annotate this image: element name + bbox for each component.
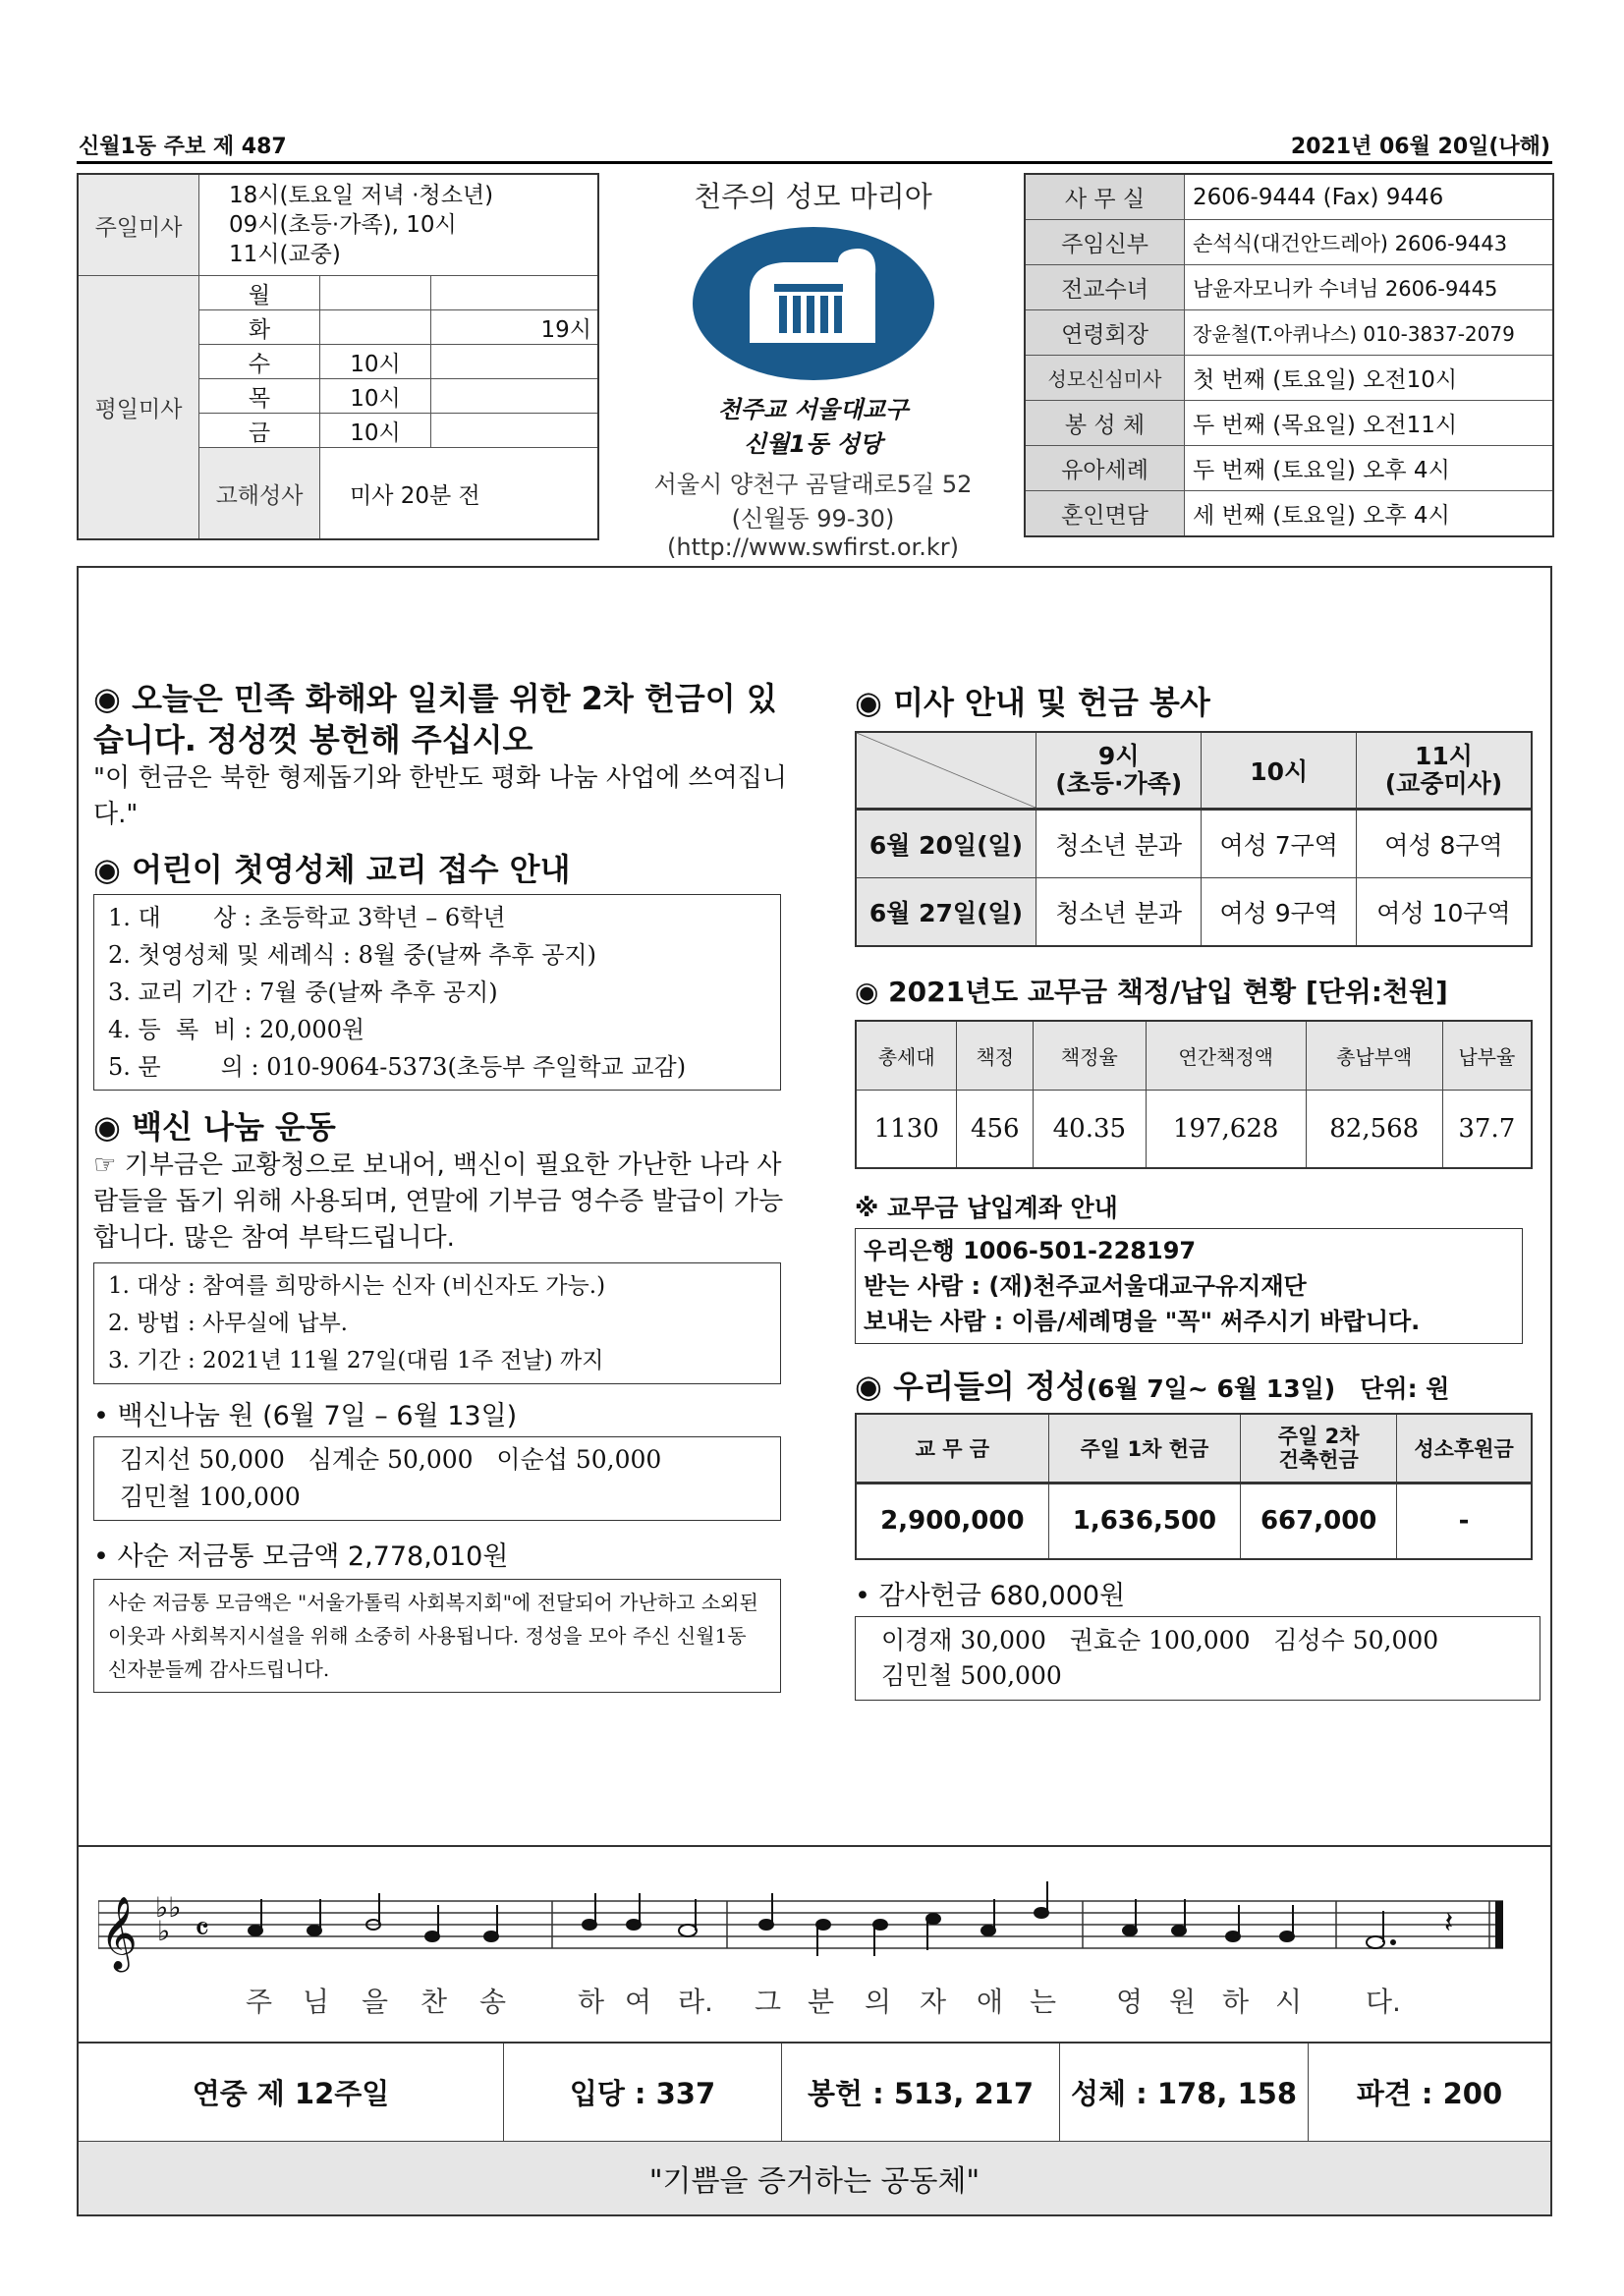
lyric-syllable: 송 [479, 1986, 507, 2018]
mass-cell: 여성 9구역 [1202, 877, 1357, 946]
dues-value: 82,568 [1306, 1090, 1442, 1168]
offering-head: 교 무 금 [856, 1414, 1048, 1483]
communion-item: 3. 교리 기간 : 7월 중(날짜 추후 공지) [108, 979, 498, 1006]
weekday-day: 금 [199, 414, 320, 448]
section-title-first-communion: ◉ 어린이 첫영성체 교리 접수 안내 [93, 851, 571, 888]
section-title-peace-offering: ◉ 오늘은 민족 화해와 일치를 위한 2차 헌금이 있습니다. 정성껏 봉헌해 주십시오 [93, 680, 777, 758]
office-value: 첫 번째 (토요일) 오전10시 [1185, 356, 1554, 401]
lyric-syllable: 분 [808, 1986, 835, 2018]
lyric-syllable: 그 [755, 1986, 782, 2018]
svg-text:♭♭: ♭♭ [155, 1891, 182, 1924]
mass-date: 6월 20일(일) [856, 809, 1036, 877]
offering-head: 주일 2차 건축헌금 [1241, 1414, 1397, 1483]
office-key: 사 무 실 [1025, 174, 1185, 220]
liturgical-week: 연중 제 12주일 [78, 2043, 504, 2141]
weekday-time: 10시 [320, 379, 431, 414]
lyric-syllable: 주 [246, 1986, 273, 2018]
sunday-line: 11시(교중) [229, 242, 341, 267]
offering-unit: 단위: 원 [1360, 1374, 1450, 1403]
svg-text:♭: ♭ [157, 1915, 171, 1947]
lyric-syllable: 시 [1275, 1986, 1303, 2018]
lent-box-title: • 사순 저금통 모금액 2,778,010원 [93, 1541, 509, 1572]
mass-cell: 여성 7구역 [1202, 809, 1357, 877]
lyric-syllable: 찬 [420, 1986, 448, 2018]
lyric-syllable: 을 [362, 1986, 389, 2018]
sunday-times [199, 174, 599, 276]
lyric-syllable: 원 [1169, 1986, 1197, 2018]
office-key: 봉 성 체 [1025, 401, 1185, 446]
lyric-syllable: 영 [1116, 1986, 1144, 2018]
section-title-mass-service: ◉ 미사 안내 및 헌금 봉사 [855, 684, 1210, 721]
office-key: 혼인면담 [1025, 491, 1185, 537]
lyric-syllable: 다. [1366, 1986, 1401, 2018]
weekday-day: 수 [199, 345, 320, 379]
stat-offering: 봉헌 : 513, 217 [782, 2043, 1060, 2141]
lyric-syllable: 하 [1222, 1986, 1250, 2018]
parish-title: 천주의 성모 마리아 [694, 180, 932, 213]
offering-head: 성소후원금 [1397, 1414, 1532, 1483]
footer-stats [77, 2042, 1552, 2216]
first-communion-box [93, 894, 781, 1091]
dues-head: 납부율 [1442, 1021, 1532, 1090]
thanks-line: 이경재 30,000 권효순 100,000 김성수 50,000 [881, 1626, 1439, 1654]
weekday-label: 평일미사 [78, 276, 199, 540]
communion-item: 4. 등 록 비 : 20,000원 [108, 1016, 365, 1043]
dues-value: 37.7 [1442, 1090, 1532, 1168]
weekday-day: 월 [199, 276, 320, 310]
parish-motto: "기쁨을 증거하는 공동체" [78, 2141, 1551, 2215]
hymn-lyrics [98, 1981, 1513, 2020]
offering-table [855, 1413, 1533, 1560]
office-key: 주임신부 [1025, 220, 1185, 265]
account-box [855, 1228, 1523, 1344]
vaccine-donors-title: • 백신나눔 원 (6월 7일 – 6월 13일) [93, 1401, 518, 1431]
thanks-title: • 감사헌금 680,000원 [855, 1581, 1126, 1611]
thanks-line: 김민철 500,000 [881, 1661, 1062, 1690]
dues-head: 총납부액 [1306, 1021, 1442, 1090]
website-link[interactable]: (http://www.swfirst.or.kr) [667, 533, 959, 561]
office-key: 연령회장 [1025, 310, 1185, 356]
music-section [77, 1845, 1552, 1847]
weekday-time [431, 379, 599, 414]
offering-value: - [1397, 1483, 1532, 1559]
lyric-syllable: 님 [303, 1986, 330, 2018]
mass-cell: 청소년 분과 [1036, 877, 1202, 946]
account-line: 우리은행 1006-501-228197 [864, 1237, 1197, 1264]
office-value: 두 번째 (목요일) 오전11시 [1185, 401, 1554, 446]
office-value: 세 번째 (토요일) 오후 4시 [1185, 491, 1554, 537]
weekday-day: 화 [199, 310, 320, 345]
lyric-syllable: 는 [1030, 1986, 1057, 2018]
diagonal-cell [856, 732, 1036, 809]
address-line: 서울시 양천구 곰달래로5길 52 [653, 471, 973, 498]
offering-head: 주일 1차 헌금 [1048, 1414, 1241, 1483]
mass-date: 6월 27일(일) [856, 877, 1036, 946]
mass-cell: 여성 10구역 [1356, 877, 1532, 946]
lyric-syllable: 의 [865, 1986, 892, 2018]
weekday-time [320, 276, 431, 310]
weekday-time: 10시 [320, 345, 431, 379]
communion-item: 5. 문 의 : 010-9064-5373(초등부 주일학교 교감) [108, 1053, 687, 1081]
section-title-vaccine: ◉ 백신 나눔 운동 [93, 1108, 336, 1146]
dues-value: 197,628 [1146, 1090, 1306, 1168]
date-label: 2021년 06월 20일(나해) [1290, 135, 1550, 159]
vaccine-item: 2. 방법 : 사무실에 납부. [108, 1311, 348, 1336]
offering-value: 2,900,000 [856, 1483, 1048, 1559]
lyric-syllable: 여 [625, 1986, 652, 2018]
issue-label: 신월1동 주보 제 487 [79, 135, 287, 159]
confession-text: 미사 20분 전 [320, 448, 599, 540]
weekday-time [320, 310, 431, 345]
dues-table [855, 1020, 1533, 1169]
dues-head: 책정율 [1034, 1021, 1146, 1090]
weekday-time [431, 276, 599, 310]
sunday-line: 18시(토요일 저녁 ·청소년) [229, 183, 494, 208]
dues-value: 456 [957, 1090, 1034, 1168]
office-key: 전교수녀 [1025, 265, 1185, 310]
offering-value: 667,000 [1241, 1483, 1397, 1559]
dues-head: 총세대 [856, 1021, 957, 1090]
svg-text:𝄴: 𝄴 [195, 1910, 210, 1949]
thanks-box [855, 1616, 1540, 1701]
communion-item: 1. 대 상 : 초등학교 3학년 – 6학년 [108, 904, 506, 931]
account-title: ※ 교무금 납입계좌 안내 [855, 1194, 1118, 1222]
svg-text:𝄽: 𝄽 [1444, 1906, 1454, 1940]
address-line-2: (신월동 99-30) [731, 505, 895, 532]
parish-logo [691, 225, 936, 382]
mass-service-table [855, 731, 1533, 947]
offering-value: 1,636,500 [1048, 1483, 1241, 1559]
logo-caption-2: 신월1동 성당 [744, 430, 882, 458]
logo-caption-1: 천주교 서울대교구 [717, 396, 909, 423]
offering-title: ◉ 우리들의 정성 [855, 1368, 1087, 1405]
lyric-syllable: 하 [578, 1986, 605, 2018]
lent-box-text: 사순 저금통 모금액은 "서울가톨릭 사회복지회"에 전달되어 가난하고 소외된 이웃과 사회복지시설을 위해 소중히 사용됩니다. 정성을 모아 주신 신월1동 신자분들께 감사드립니다. [93, 1579, 781, 1693]
sunday-line: 09시(초등·가족), 10시 [229, 212, 457, 238]
account-line: 받는 사람 : (재)천주교서울대교구유지재단 [864, 1272, 1307, 1300]
stat-dismissal: 파견 : 200 [1309, 2043, 1552, 2141]
offering-title-row [855, 1362, 1542, 1407]
mass-schedule-table [77, 173, 599, 540]
vaccine-item: 3. 기간 : 2021년 11월 27일(대림 1주 전날) 까지 [108, 1348, 604, 1373]
vaccine-box [93, 1262, 781, 1384]
weekday-time: 10시 [320, 414, 431, 448]
dues-value: 40.35 [1034, 1090, 1146, 1168]
lyric-syllable: 애 [977, 1986, 1004, 2018]
offering-period: (6월 7일~ 6월 13일) [1086, 1374, 1336, 1403]
svg-text:𝄞: 𝄞 [100, 1897, 138, 1970]
vaccine-text: ☞ 기부금은 교황청으로 보내어, 백신이 필요한 가난한 나라 사람들을 돕기 위해 사용되며, 연말에 기부금 영수증 발급이 가능합니다. 많은 참여 부탁드립니다. [93, 1150, 784, 1253]
weekday-time [431, 414, 599, 448]
vaccine-item: 1. 대상 : 참여를 희망하시는 신자 (비신자도 가능.) [108, 1273, 606, 1299]
section-title-dues: ◉ 2021년도 교무금 책정/납입 현황 [단위:천원] [855, 976, 1448, 1008]
office-value: 2606-9444 (Fax) 9446 [1185, 174, 1554, 220]
mass-col-head: 11시 (교중미사) [1356, 732, 1532, 809]
office-value: 손석식(대건안드레아) 2606-9443 [1185, 220, 1554, 265]
page-header [77, 128, 1552, 164]
stat-entry: 입당 : 337 [504, 2043, 782, 2141]
weekday-time [431, 345, 599, 379]
lyric-syllable: 자 [920, 1986, 947, 2018]
lyric-syllable: 라. [678, 1986, 713, 2018]
dues-value: 1130 [856, 1090, 957, 1168]
peace-offering-text: "이 헌금은 북한 형제돕기와 한반도 평화 나눔 사업에 쓰여집니다." [93, 763, 787, 829]
donor-line: 김민철 100,000 [120, 1483, 301, 1511]
left-column [93, 678, 791, 1693]
office-info-table [1024, 173, 1554, 537]
account-line: 보내는 사람 : 이름/세례명을 "꼭" 써주시기 바랍니다. [864, 1308, 1421, 1335]
sunday-label: 주일미사 [78, 174, 199, 276]
donor-line: 김지선 50,000 심계순 50,000 이순섭 50,000 [120, 1445, 662, 1474]
office-value: 남윤자모니카 수녀님 2606-9445 [1185, 265, 1554, 310]
office-value: 두 번째 (토요일) 오후 4시 [1185, 446, 1554, 491]
parish-logo-block [614, 173, 1012, 561]
stat-communion: 성체 : 178, 158 [1060, 2043, 1309, 2141]
mass-cell: 여성 8구역 [1356, 809, 1532, 877]
dues-head: 연간책정액 [1146, 1021, 1306, 1090]
mass-col-head: 10시 [1202, 732, 1357, 809]
right-column [855, 678, 1542, 1701]
mass-cell: 청소년 분과 [1036, 809, 1202, 877]
mass-col-head: 9시 (초등·가족) [1036, 732, 1202, 809]
vaccine-donors-box [93, 1436, 781, 1521]
confession-label: 고해성사 [199, 448, 320, 540]
weekday-time: 19시 [431, 310, 599, 345]
dues-head: 책정 [957, 1021, 1034, 1090]
office-value: 장윤철(T.아퀴나스) 010-3837-2079 [1185, 310, 1554, 356]
office-key: 유아세례 [1025, 446, 1185, 491]
office-key: 성모신심미사 [1025, 356, 1185, 401]
communion-item: 2. 첫영성체 및 세례식 : 8월 중(날짜 추후 공지) [108, 941, 596, 969]
music-staff [98, 1881, 1513, 1989]
weekday-day: 목 [199, 379, 320, 414]
